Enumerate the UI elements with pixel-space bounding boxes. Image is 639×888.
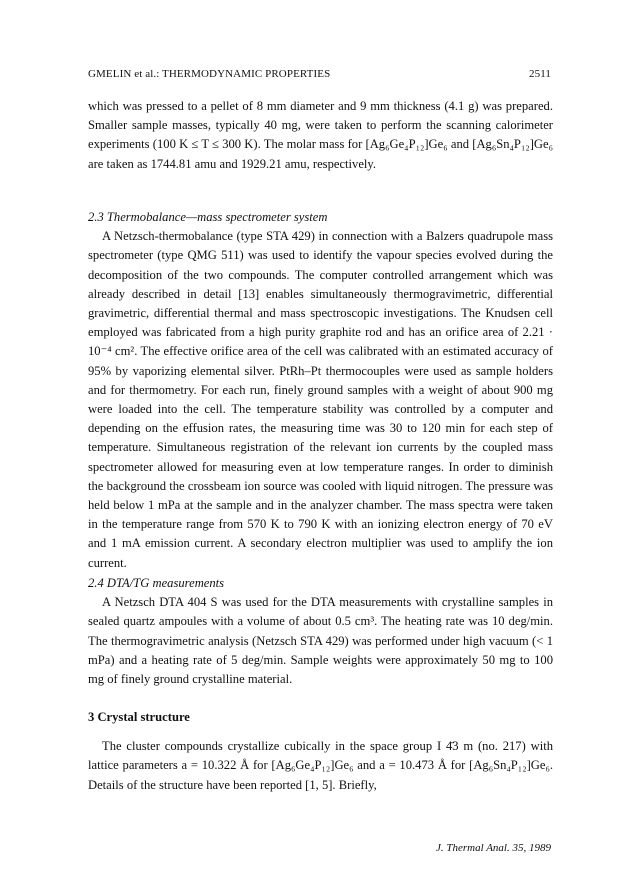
continued-paragraph [88, 97, 553, 174]
journal-citation: J. Thermal Anal. 35, 1989 [436, 842, 551, 854]
section-heading: 3 Crystal structure [88, 710, 190, 724]
running-title: GMELIN et al.: THERMODYNAMIC PROPERTIES [88, 68, 331, 80]
section-heading: 2.3 Thermobalance—mass spectrometer system [88, 210, 328, 224]
section-3 [88, 708, 553, 795]
paragraph-text: which was pressed to a pellet of 8 mm diameter and 9 mm thickness (4.1 g) was prepared. Smaller sample masses, typically 40 mg, were taken to perform the scanning calorimeter experiments (100 K ≤ T ≤ 300 K). The molar mass for [Ag₆Ge₄P₁₂]Ge₆ and [Ag₆Sn₄P₁₂]Ge₆ are taken as 1744.81 amu and 1929.21 amu, respectively. [88, 99, 553, 171]
section-paragraph: A Netzsch DTA 404 S was used for the DTA measurements with crystalline samples in sealed quartz ampoules with a volume of about 0.5 cm³. The heating rate was 10 deg/min. The thermogravimetric analysis (Netzsch STA 429) was performed under high vacuum (< 1 mPa) and a heating rate of 5 deg/min. Sample weights were approximately 50 mg to 100 mg of finely ground crystalline material. [88, 595, 553, 687]
section-2-3 [88, 208, 553, 573]
section-2-4 [88, 574, 553, 689]
section-paragraph: The cluster compounds crystallize cubically in the space group I 4̄3 m (no. 217) with lattice parameters a = 10.322 Å for [Ag₆Ge₄P₁₂]Ge₆ and a = 10.473 Å for [Ag₆Sn₄P₁₂]Ge₆. Details of the structure have been reported [1, 5]. Briefly, [88, 739, 553, 792]
page-number: 2511 [529, 68, 551, 80]
section-paragraph: A Netzsch-thermobalance (type STA 429) in connection with a Balzers quadrupole mass spectrometer (type QMG 511) was used to identify the vapour species evolved during the decomposition of the two compounds. The computer controlled arrangement which was already described in detail [13] enables simultaneously thermogravimetric, differential gravimetric, differential thermal and mass spectroscopic investigations. The Knudsen cell employed was fabricated from a high purity graphite rod and has an orifice area of 2.21 · 10⁻⁴ cm². The effective orifice area of the cell was calibrated with an estimated accuracy of 95% by vaporizing elemental silver. PtRh–Pt thermocouples were used as sample holders and for thermometry. For each run, finely ground samples with a weight of about 900 mg were loaded into the cell. The temperature stability was controlled by a computer and depending on the effusion rates, the measuring time was 30 to 120 min for each step of temperature. Simultaneous registration of the relevant ion currents by the coupled mass spectrometer allowed for measuring even at low temperature ranges. In order to diminish the background the crossbeam ion source was cooled with liquid nitrogen. The pressure was held below 1 mPa at the sample and in the analyzer chamber. The mass spectra were taken in the temperature range from 570 K to 790 K with an ionizing electron energy of 70 eV and 1 mA emission current. A secondary electron multiplier was used to amplify the ion current. [88, 229, 553, 570]
running-head [88, 68, 551, 80]
section-heading: 2.4 DTA/TG measurements [88, 576, 225, 590]
